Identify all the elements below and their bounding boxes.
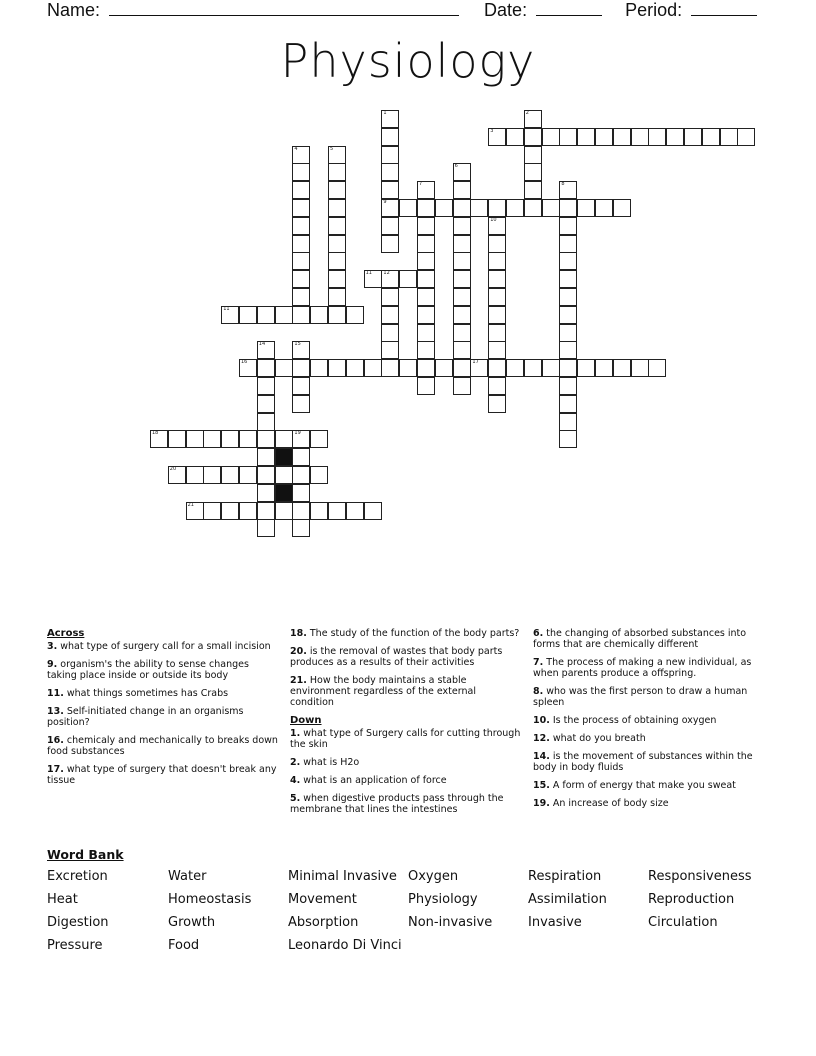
crossword-cell[interactable]: [559, 199, 577, 217]
crossword-cell[interactable]: [328, 199, 346, 217]
crossword-cell[interactable]: [613, 359, 631, 377]
crossword-cell[interactable]: [524, 146, 542, 164]
crossword-cell[interactable]: [292, 181, 310, 199]
crossword-cell[interactable]: [577, 359, 595, 377]
crossword-cell[interactable]: [364, 359, 382, 377]
crossword-cell[interactable]: [381, 110, 399, 128]
crossword-cell[interactable]: [613, 128, 631, 146]
crossword-cell[interactable]: [453, 324, 471, 342]
cell-number: 19: [294, 430, 301, 437]
crossword-cell[interactable]: [381, 146, 399, 164]
crossword-cell[interactable]: [453, 217, 471, 235]
cell-number: 21: [187, 501, 194, 508]
crossword-cell[interactable]: [559, 128, 577, 146]
crossword-cell[interactable]: [275, 466, 293, 484]
crossword-cell[interactable]: [488, 306, 506, 324]
crossword-cell[interactable]: [559, 341, 577, 359]
crossword-cell[interactable]: [506, 199, 524, 217]
crossword-cell[interactable]: [417, 217, 435, 235]
word-bank-item: Invasive: [528, 915, 582, 930]
crossword-cell[interactable]: [381, 270, 399, 288]
crossword-cell[interactable]: [595, 359, 613, 377]
crossword-cell[interactable]: [328, 502, 346, 520]
crossword-cell[interactable]: [292, 199, 310, 217]
crossword-cell[interactable]: [702, 128, 720, 146]
crossword-cell[interactable]: [203, 502, 221, 520]
crossword-cell[interactable]: [720, 128, 738, 146]
crossword-cell[interactable]: [292, 519, 310, 537]
crossword-cell[interactable]: [399, 199, 417, 217]
word-bank-item: Growth: [168, 915, 216, 930]
crossword-cell[interactable]: [417, 359, 435, 377]
clues-column-1: [47, 628, 279, 793]
crossword-cell[interactable]: [470, 199, 488, 217]
clue-across-16: 16. chemicaly and mechanically to breaks down food substances: [47, 735, 278, 757]
clue-down-19: 19. An increase of body size: [533, 798, 669, 809]
crossword-cell[interactable]: [381, 217, 399, 235]
cell-number: 17: [472, 359, 479, 366]
crossword-cell[interactable]: [257, 430, 275, 448]
crossword-cell[interactable]: [488, 270, 506, 288]
crossword-cell[interactable]: [346, 359, 364, 377]
clue-down-10: 10. Is the process of obtaining oxygen: [533, 715, 717, 726]
crossword-cell[interactable]: [328, 181, 346, 199]
crossword-cell[interactable]: [684, 128, 702, 146]
clue-across-11: 11. what things sometimes has Crabs: [47, 688, 229, 699]
across-heading: Across: [47, 628, 85, 639]
clue-down-7: 7. The process of making a new individual, as when parents produce a offspring.: [533, 657, 752, 679]
crossword-cell[interactable]: [310, 430, 328, 448]
crossword-cell[interactable]: [239, 306, 257, 324]
crossword-cell[interactable]: [435, 359, 453, 377]
word-bank-item: Oxygen: [408, 869, 459, 884]
word-bank-item: Water: [168, 869, 207, 884]
cell-number: 2: [525, 110, 529, 116]
crossword-cell[interactable]: [381, 306, 399, 324]
crossword-cell[interactable]: [559, 324, 577, 342]
clue-across-9: 9. organism's the ability to sense changes taking place inside or outside its body: [47, 659, 249, 681]
crossword-cell[interactable]: [275, 306, 293, 324]
clue-down-15: 15. A form of energy that make you sweat: [533, 780, 736, 791]
crossword-cell[interactable]: [364, 270, 382, 288]
crossword-cell[interactable]: [417, 199, 435, 217]
crossword-cell[interactable]: [648, 359, 666, 377]
crossword-cell[interactable]: [453, 163, 471, 181]
crossword-cell[interactable]: [381, 324, 399, 342]
crossword-cell[interactable]: [292, 252, 310, 270]
clue-across-13: 13. Self-initiated change in an organisms position?: [47, 706, 244, 728]
crossword-cell[interactable]: [292, 306, 310, 324]
crossword-cell[interactable]: [542, 128, 560, 146]
crossword-cell[interactable]: [346, 306, 364, 324]
crossword-cell[interactable]: [292, 377, 310, 395]
crossword-cell[interactable]: [453, 199, 471, 217]
clue-down-5: 5. when digestive products pass through the membrane that lines the intestines: [290, 793, 504, 815]
crossword-cell[interactable]: [737, 128, 755, 146]
word-bank-item: Non-invasive: [408, 915, 493, 930]
crossword-cell[interactable]: [168, 466, 186, 484]
crossword-cell[interactable]: [559, 306, 577, 324]
cell-number: 12: [383, 270, 390, 277]
crossword-cell[interactable]: [453, 341, 471, 359]
crossword-cell[interactable]: [399, 270, 417, 288]
crossword-cell[interactable]: [559, 181, 577, 199]
crossword-cell[interactable]: [453, 252, 471, 270]
crossword-cell[interactable]: [417, 288, 435, 306]
crossword-cell[interactable]: [257, 413, 275, 431]
crossword-cell[interactable]: [328, 270, 346, 288]
cell-number: 14: [258, 341, 266, 348]
word-bank-item: Excretion: [47, 869, 108, 884]
crossword-cell[interactable]: [186, 430, 204, 448]
crossword-cell[interactable]: [559, 252, 577, 270]
clues-column-3: [533, 628, 765, 816]
cell-number: 3: [490, 127, 494, 134]
crossword-block-cell: [275, 448, 293, 466]
crossword-cell[interactable]: [275, 502, 293, 520]
clue-down-12: 12. what do you breath: [533, 733, 646, 744]
crossword-cell[interactable]: [524, 181, 542, 199]
clue-down-4: 4. what is an application of force: [290, 775, 447, 786]
clue-across-18: 18. The study of the function of the body parts?: [290, 628, 520, 639]
crossword-cell[interactable]: [453, 181, 471, 199]
crossword-cell[interactable]: [221, 306, 239, 324]
crossword-cell[interactable]: [257, 484, 275, 502]
crossword-cell[interactable]: [292, 341, 310, 359]
crossword-cell[interactable]: [310, 502, 328, 520]
crossword-cell[interactable]: [186, 502, 204, 520]
crossword-cell[interactable]: [488, 217, 506, 235]
crossword-cell[interactable]: [417, 324, 435, 342]
clue-across-3: 3. what type of surgery call for a small incision: [47, 641, 271, 652]
crossword-cell[interactable]: [417, 306, 435, 324]
cell-number: 10: [490, 216, 497, 223]
crossword-cell[interactable]: [453, 306, 471, 324]
crossword-cell[interactable]: [292, 502, 310, 520]
crossword-cell[interactable]: [328, 288, 346, 306]
crossword-cell[interactable]: [221, 502, 239, 520]
cell-number: 15: [294, 341, 301, 348]
crossword-cell[interactable]: [239, 359, 257, 377]
crossword-cell[interactable]: [488, 341, 506, 359]
crossword-cell[interactable]: [381, 359, 399, 377]
crossword-cell[interactable]: [399, 359, 417, 377]
crossword-cell[interactable]: [150, 430, 168, 448]
crossword-cell[interactable]: [239, 430, 257, 448]
clue-down-6: 6. the changing of absorbed substances into forms that are chemically different: [533, 628, 747, 650]
crossword-cell[interactable]: [257, 519, 275, 537]
crossword-cell[interactable]: [524, 163, 542, 181]
crossword-cell[interactable]: [559, 235, 577, 253]
crossword-cell[interactable]: [631, 359, 649, 377]
crossword-cell[interactable]: [257, 448, 275, 466]
crossword-cell[interactable]: [292, 359, 310, 377]
crossword-cell[interactable]: [310, 359, 328, 377]
crossword-cell[interactable]: [488, 377, 506, 395]
crossword-cell[interactable]: [559, 217, 577, 235]
word-bank-item: Movement: [288, 892, 357, 907]
crossword-cell[interactable]: [381, 235, 399, 253]
crossword-cell[interactable]: [559, 430, 577, 448]
crossword-cell[interactable]: [346, 502, 364, 520]
down-heading: Down: [290, 715, 322, 726]
clue-across-20: 20. is the removal of wastes that body parts produces as a results of their activities: [290, 646, 503, 668]
clue-down-14: 14. is the movement of substances within the body in body fluids: [533, 751, 753, 773]
crossword-cell[interactable]: [328, 252, 346, 270]
crossword-cell[interactable]: [435, 199, 453, 217]
crossword-cell[interactable]: [488, 235, 506, 253]
crossword-cell[interactable]: [292, 395, 310, 413]
crossword-cell[interactable]: [488, 395, 506, 413]
crossword-cell[interactable]: [292, 466, 310, 484]
crossword-cell[interactable]: [292, 217, 310, 235]
clue-down-1: 1. what type of Surgery calls for cutting through the skin: [290, 728, 521, 750]
cell-number: 5: [330, 145, 334, 152]
crossword-cell[interactable]: [221, 430, 239, 448]
crossword-cell[interactable]: [239, 466, 257, 484]
crossword-cell[interactable]: [292, 146, 310, 164]
crossword-cell[interactable]: [203, 466, 221, 484]
crossword-cell[interactable]: [648, 128, 666, 146]
crossword-cell[interactable]: [506, 128, 524, 146]
word-bank-item: Absorption: [288, 915, 359, 930]
crossword-cell[interactable]: [203, 430, 221, 448]
crossword-cell[interactable]: [292, 288, 310, 306]
crossword-cell[interactable]: [328, 146, 346, 164]
crossword-cell[interactable]: [631, 128, 649, 146]
crossword-block-cell: [275, 484, 293, 502]
crossword-cell[interactable]: [381, 288, 399, 306]
crossword-cell[interactable]: [364, 502, 382, 520]
cell-number: 9: [383, 199, 387, 205]
crossword-cell[interactable]: [417, 341, 435, 359]
crossword-cell[interactable]: [257, 395, 275, 413]
crossword-cell[interactable]: [417, 181, 435, 199]
crossword-cell[interactable]: [453, 270, 471, 288]
crossword-cell[interactable]: [257, 377, 275, 395]
crossword-cell[interactable]: [292, 484, 310, 502]
word-bank-item: Homeostasis: [168, 892, 252, 907]
crossword-cell[interactable]: [328, 163, 346, 181]
crossword-cell[interactable]: [417, 252, 435, 270]
crossword-cell[interactable]: [453, 288, 471, 306]
crossword-cell[interactable]: [257, 341, 275, 359]
crossword-cell[interactable]: [257, 466, 275, 484]
crossword-cell[interactable]: [239, 502, 257, 520]
crossword-cell[interactable]: [381, 128, 399, 146]
page-title: Physiology: [280, 34, 536, 88]
crossword-cell[interactable]: [221, 466, 239, 484]
crossword-cell[interactable]: [275, 359, 293, 377]
crossword-cell[interactable]: [559, 413, 577, 431]
word-bank-item: Physiology: [408, 892, 478, 907]
word-bank-item: Food: [168, 938, 200, 953]
crossword-cell[interactable]: [292, 163, 310, 181]
crossword-cell[interactable]: [417, 235, 435, 253]
cell-number: 8: [561, 181, 565, 188]
cell-number: 16: [241, 359, 248, 366]
crossword-cell[interactable]: [524, 199, 542, 217]
crossword-cell[interactable]: [559, 288, 577, 306]
crossword-cell[interactable]: [381, 199, 399, 217]
cell-number: 18: [152, 430, 159, 437]
crossword-cell[interactable]: [417, 377, 435, 395]
crossword-cell[interactable]: [292, 448, 310, 466]
cell-number: 6: [454, 163, 458, 170]
clue-down-2: 2. what is H2o: [290, 757, 360, 768]
crossword-cell[interactable]: [542, 359, 560, 377]
cell-number: 7: [419, 181, 423, 188]
crossword-cell[interactable]: [524, 128, 542, 146]
crossword-cell[interactable]: [453, 235, 471, 253]
crossword-cell[interactable]: [488, 324, 506, 342]
word-bank-item: Respiration: [528, 869, 602, 884]
crossword-cell[interactable]: [328, 359, 346, 377]
crossword-cell[interactable]: [559, 395, 577, 413]
crossword-cell[interactable]: [595, 128, 613, 146]
date-label: Date:: [484, 0, 528, 20]
word-bank-item: Digestion: [47, 915, 109, 930]
clue-across-21: 21. How the body maintains a stable environment regardless of the external condition: [290, 675, 476, 708]
crossword-cell[interactable]: [524, 359, 542, 377]
crossword-cell[interactable]: [595, 199, 613, 217]
crossword-cell[interactable]: [613, 199, 631, 217]
crossword-cell[interactable]: [292, 235, 310, 253]
crossword-cell[interactable]: [310, 306, 328, 324]
crossword-cell[interactable]: [524, 110, 542, 128]
crossword-cell[interactable]: [488, 199, 506, 217]
crossword-cell[interactable]: [381, 341, 399, 359]
crossword-cell[interactable]: [488, 288, 506, 306]
crossword-cell[interactable]: [292, 270, 310, 288]
word-bank-item: Reproduction: [648, 892, 735, 907]
crossword-cell[interactable]: [488, 252, 506, 270]
word-bank-item: Minimal Invasive: [288, 869, 397, 884]
crossword-cell[interactable]: [186, 466, 204, 484]
crossword-cell[interactable]: [417, 270, 435, 288]
word-bank-item: Heat: [47, 892, 78, 907]
crossword-cell[interactable]: [577, 128, 595, 146]
word-bank-item: Pressure: [47, 938, 103, 953]
name-label: Name:: [47, 0, 101, 20]
crossword-cell[interactable]: [257, 502, 275, 520]
cell-number: 11: [223, 305, 230, 312]
clue-across-17: 17. what type of surgery that doesn't break any tissue: [47, 764, 277, 786]
crossword-cell[interactable]: [257, 306, 275, 324]
crossword-cell[interactable]: [328, 217, 346, 235]
crossword-cell[interactable]: [470, 359, 488, 377]
word-bank-item: Leonardo Di Vinci: [288, 938, 402, 953]
crossword-cell[interactable]: [506, 359, 524, 377]
crossword-cell[interactable]: [168, 430, 186, 448]
crossword-cell[interactable]: [310, 466, 328, 484]
clue-down-8: 8. who was the first person to draw a human spleen: [533, 686, 748, 708]
crossword-cell[interactable]: [381, 163, 399, 181]
cell-number: 11: [365, 270, 372, 277]
cell-number: 1: [383, 110, 387, 116]
cell-number: 4: [294, 145, 298, 152]
crossword-cell[interactable]: [328, 235, 346, 253]
word-bank-title: Word Bank: [47, 847, 124, 862]
crossword-cell[interactable]: [275, 430, 293, 448]
crossword-cell[interactable]: [257, 359, 275, 377]
period-label: Period:: [625, 0, 683, 20]
crossword-cell[interactable]: [328, 306, 346, 324]
crossword-cell[interactable]: [666, 128, 684, 146]
word-bank-item: Circulation: [648, 915, 718, 930]
crossword-cell[interactable]: [559, 377, 577, 395]
crossword-cell[interactable]: [559, 359, 577, 377]
crossword-cell[interactable]: [488, 128, 506, 146]
crossword-cell[interactable]: [488, 359, 506, 377]
cell-number: 20: [169, 466, 177, 472]
crossword-cell[interactable]: [453, 359, 471, 377]
crossword-cell[interactable]: [577, 199, 595, 217]
crossword-cell[interactable]: [381, 181, 399, 199]
word-bank-item: Assimilation: [528, 892, 607, 907]
crossword-cell[interactable]: [542, 199, 560, 217]
word-bank-item: Responsiveness: [648, 869, 752, 884]
crossword-cell[interactable]: [292, 430, 310, 448]
crossword-cell[interactable]: [453, 377, 471, 395]
clues-column-2: [290, 628, 522, 822]
crossword-cell[interactable]: [559, 270, 577, 288]
